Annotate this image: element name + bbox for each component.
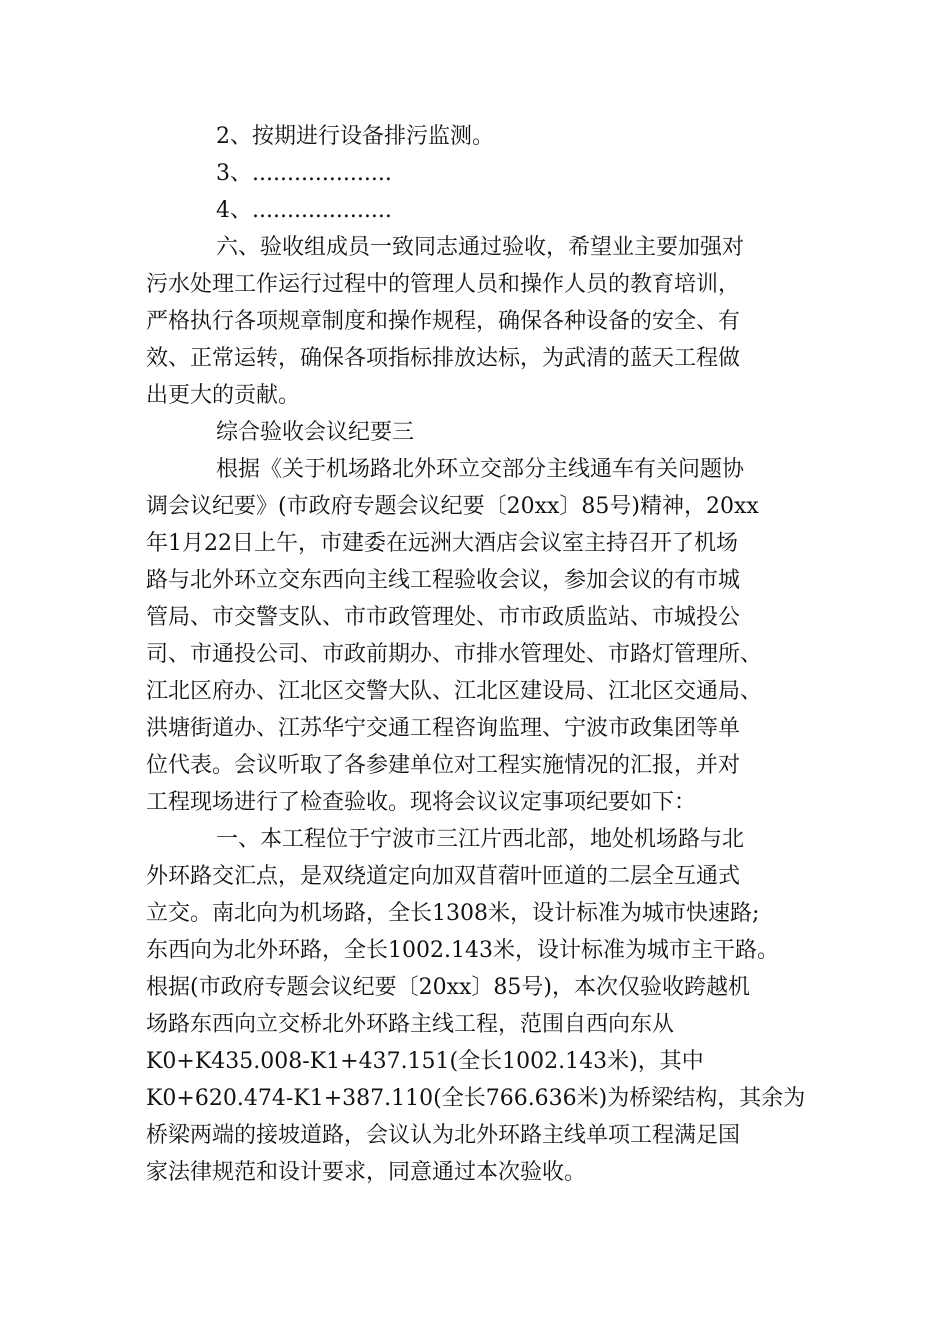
- paragraph-line: 调会议纪要》(市政府专题会议纪要〔20xx〕85号)精神，20xx: [146, 494, 759, 519]
- paragraph-line: K0+K435.008-K1+437.151(全长1002.143米)，其中: [146, 1049, 704, 1074]
- paragraph-line: 外环路交汇点，是双绕道定向加双苜蓿叶匝道的二层全互通式: [146, 864, 741, 889]
- paragraph-line: 根据(市政府专题会议纪要〔20xx〕85号)，本次仅验收跨越机: [146, 975, 750, 1000]
- paragraph-line: 年1月22日上午，市建委在远洲大酒店会议室主持召开了机场: [146, 531, 738, 556]
- paragraph-line: 司、市通投公司、市政前期办、市排水管理处、市路灯管理所、: [146, 642, 763, 667]
- paragraph-line: K0+620.474-K1+387.110(全长766.636米)为桥梁结构，其余为: [146, 1086, 806, 1111]
- paragraph-line: 立交。南北向为机场路，全长1308米，设计标准为城市快速路;: [146, 901, 760, 926]
- paragraph-line: 根据《关于机场路北外环立交部分主线通车有关问题协: [216, 457, 745, 482]
- paragraph-line: 路与北外环立交东西向主线工程验收会议，参加会议的有市城: [146, 568, 741, 593]
- paragraph-line: 一、本工程位于宁波市三江片西北部，地处机场路与北: [216, 827, 745, 852]
- paragraph-line: 江北区府办、江北区交警大队、江北区建设局、江北区交通局、: [146, 679, 763, 704]
- paragraph-line: 工程现场进行了检查验收。现将会议议定事项纪要如下：: [146, 790, 697, 815]
- paragraph-line: 场路东西向立交桥北外环路主线工程，范围自西向东从: [146, 1012, 675, 1037]
- paragraph-line: 六、验收组成员一致同志通过验收，希望业主要加强对: [216, 235, 745, 260]
- list-item-2: 2、按期进行设备排污监测。: [216, 124, 494, 149]
- paragraph-line: 管局、市交警支队、市市政管理处、市市政质监站、市城投公: [146, 605, 741, 630]
- paragraph-line: 洪塘街道办、江苏华宁交通工程咨询监理、宁波市政集团等单: [146, 716, 741, 741]
- paragraph-line: 出更大的贡献。: [146, 383, 301, 408]
- paragraph-line: 桥梁两端的接坡道路，会议认为北外环路主线单项工程满足国: [146, 1123, 741, 1148]
- document-body: [146, 118, 818, 1191]
- section-title: 综合验收会议纪要三: [216, 420, 415, 445]
- paragraph-line: 家法律规范和设计要求，同意通过本次验收。: [146, 1160, 587, 1185]
- paragraph-line: 效、正常运转，确保各项指标排放达标，为武清的蓝天工程做: [146, 346, 741, 371]
- paragraph-line: 东西向为北外环路，全长1002.143米，设计标准为城市主干路。: [146, 938, 779, 963]
- paragraph-line: 严格执行各项规章制度和操作规程，确保各种设备的安全、有: [146, 309, 741, 334]
- paragraph-line: 污水处理工作运行过程中的管理人员和操作人员的教育培训，: [146, 272, 741, 297]
- paragraph-line: 位代表。会议听取了各参建单位对工程实施情况的汇报，并对: [146, 753, 741, 778]
- list-item-3: 3、....................: [216, 161, 392, 186]
- list-item-4: 4、....................: [216, 198, 392, 223]
